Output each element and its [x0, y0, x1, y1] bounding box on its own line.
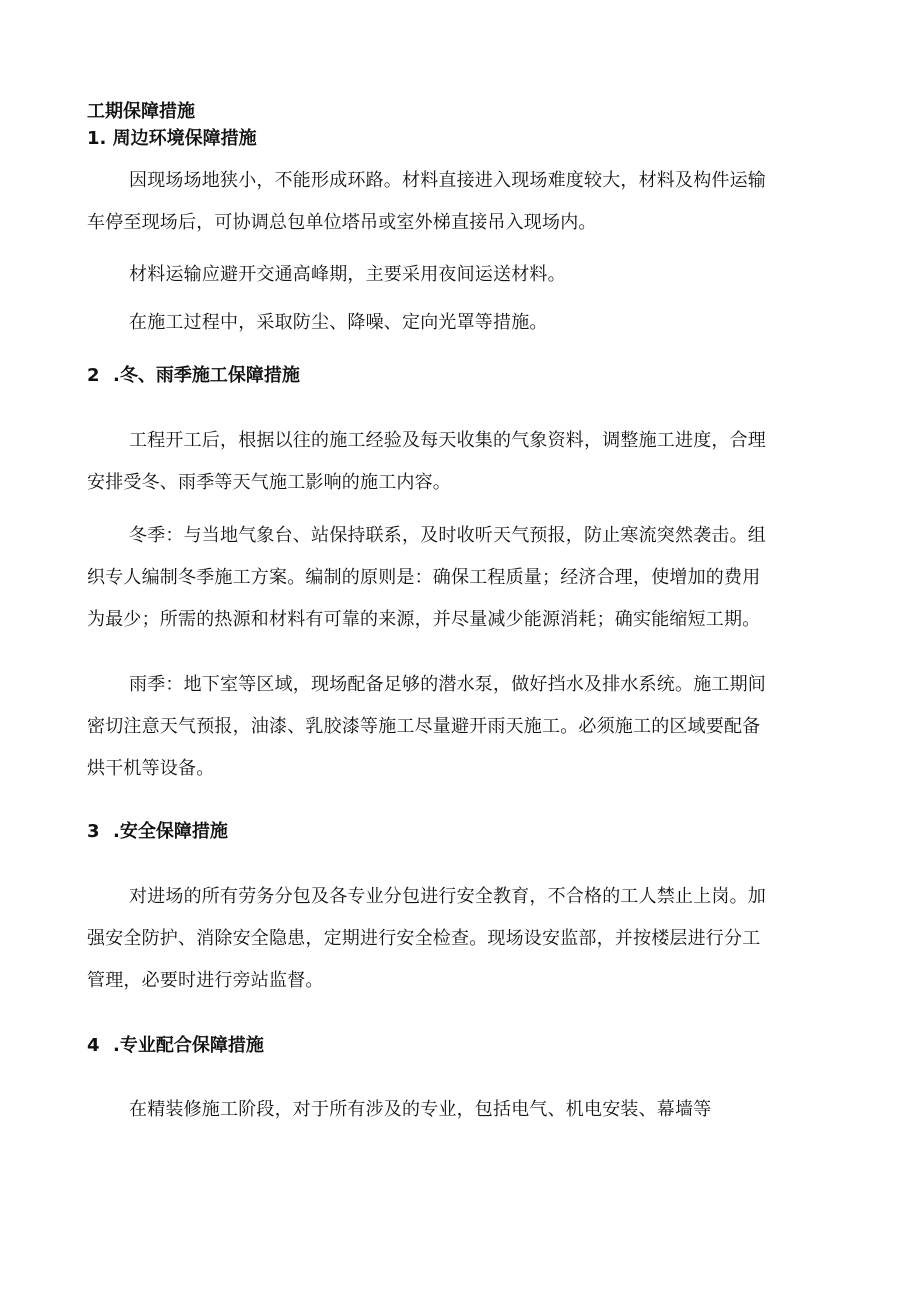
paragraph — [87, 1089, 843, 1131]
paragraph-line: 在精装修施工阶段，对于所有涉及的专业，包括电气、机电安装、幕墙等 — [129, 1099, 712, 1120]
paragraph — [87, 254, 843, 296]
document-title: 工期保障措施 — [87, 101, 195, 122]
paragraph-line: 因现场场地狭小，不能形成环路。材料直接进入现场难度较大，材料及构件运输 — [129, 170, 766, 191]
paragraph-line: 对进场的所有劳务分包及各专业分包进行安全教育，不合格的工人禁止上岗。加 — [129, 886, 766, 907]
paragraph-line: 材料运输应避开交通高峰期，主要采用夜间运送材料。 — [129, 264, 566, 285]
paragraph — [87, 876, 843, 1002]
paragraph-line: 车停至现场后，可协调总包单位塔吊或室外梯直接吊入现场内。 — [87, 212, 597, 233]
paragraph-line: 烘干机等设备。 — [87, 758, 215, 779]
section-heading-3 — [87, 820, 228, 844]
paragraph — [87, 420, 843, 504]
paragraph-line: 在施工过程中，采取防尘、降噪、定向光罩等措施。 — [129, 312, 548, 333]
paragraph-line: 工程开工后，根据以往的施工经验及每天收集的气象资料，调整施工进度，合理 — [129, 430, 766, 451]
section-heading-text: .冬、雨季施工保障措施 — [113, 365, 300, 386]
paragraph-line: 安排受冬、雨季等天气施工影响的施工内容。 — [87, 472, 451, 493]
paragraph-line: 雨季：地下室等区域，现场配备足够的潜水泵，做好挡水及排水系统。施工期间 — [129, 674, 766, 695]
paragraph-line: 强安全防护、消除安全隐患，定期进行安全检查。现场设安监部，并按楼层进行分工 — [87, 928, 761, 949]
paragraph-line: 密切注意天气预报，油漆、乳胶漆等施工尽量避开雨天施工。必须施工的区域要配备 — [87, 716, 761, 737]
paragraph-line: 冬季：与当地气象台、站保持联系，及时收听天气预报，防止寒流突然袭击。组 — [129, 525, 766, 546]
section-number: 4 — [87, 1035, 100, 1056]
paragraph-line: 为最少；所需的热源和材料有可靠的来源，并尽量减少能源消耗；确实能缩短工期。 — [87, 609, 761, 630]
paragraph — [87, 664, 843, 790]
section-number: 3 — [87, 821, 100, 842]
section-heading-text: .专业配合保障措施 — [113, 1035, 264, 1056]
paragraph-line: 织专人编制冬季施工方案。编制的原则是：确保工程质量；经济合理，使增加的费用 — [87, 567, 761, 588]
paragraph — [87, 160, 843, 244]
paragraph — [87, 302, 843, 344]
paragraph-line: 管理，必要时进行旁站监督。 — [87, 970, 324, 991]
section-heading-1: 1. 周边环境保障措施 — [87, 128, 257, 149]
section-heading-text: .安全保障措施 — [113, 821, 228, 842]
section-number: 2 — [87, 365, 100, 386]
paragraph — [87, 515, 843, 641]
section-heading-2 — [87, 364, 300, 388]
section-heading-4 — [87, 1034, 264, 1058]
